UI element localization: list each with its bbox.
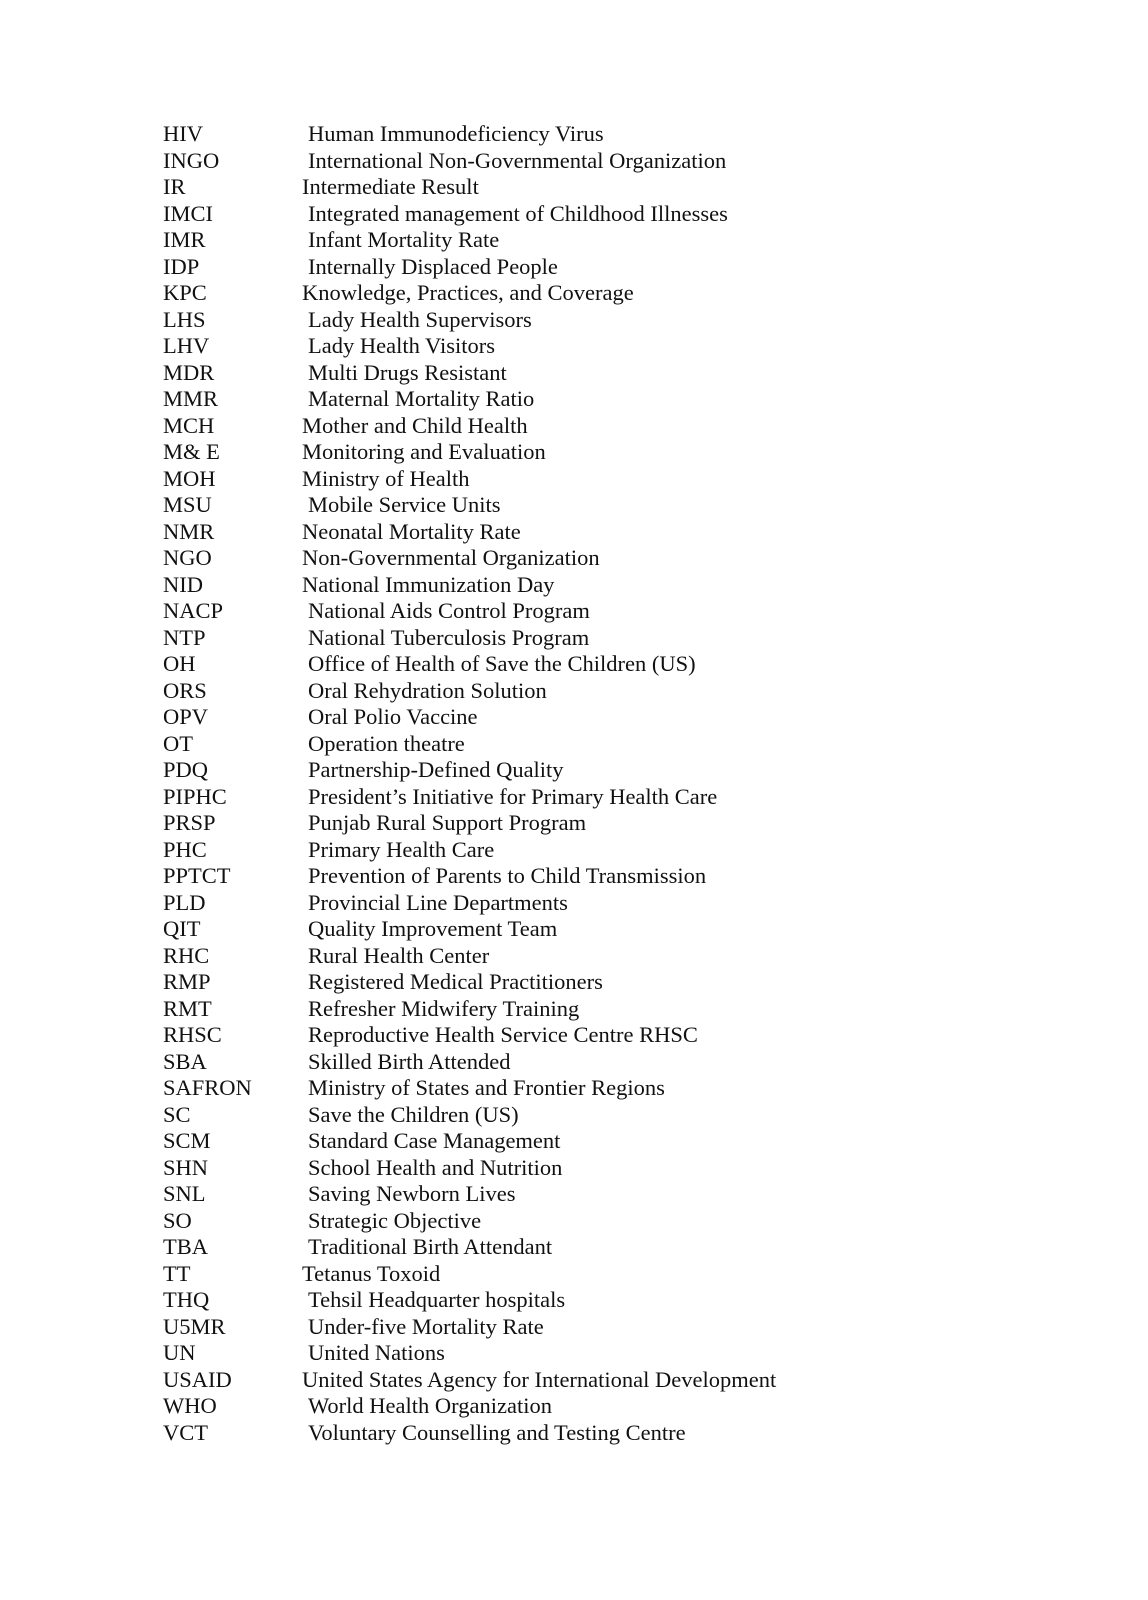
acronym-abbreviation: NTP xyxy=(163,624,206,650)
acronym-abbreviation: MMR xyxy=(163,386,219,411)
acronym-abbreviation: NACP xyxy=(163,598,224,623)
acronym-definition: Operation theatre xyxy=(308,730,465,756)
acronym-definition: Non-Governmental Organization xyxy=(302,545,600,570)
acronym-abbreviation: PDQ xyxy=(163,757,209,782)
acronym-definition: Rural Health Center xyxy=(308,942,490,968)
acronym-abbreviation: OPV xyxy=(163,704,209,729)
acronym-definition: Tehsil Headquarter hospitals xyxy=(308,1287,566,1312)
acronym-definition: Registered Medical Practitioners xyxy=(308,969,603,994)
acronym-definition: Internally Displaced People xyxy=(308,253,558,279)
acronym-definition: United Nations xyxy=(308,1340,445,1365)
acronym-abbreviation: INGO xyxy=(163,147,220,173)
acronym-definition: Lady Health Supervisors xyxy=(308,306,532,332)
acronym-abbreviation: RHSC xyxy=(163,1022,222,1047)
acronym-abbreviation: MDR xyxy=(163,359,215,385)
acronym-abbreviation: SBA xyxy=(163,1048,207,1074)
acronym-definition: Human Immunodeficiency Virus xyxy=(308,121,604,146)
acronym-abbreviation: IMCI xyxy=(163,200,213,226)
acronym-abbreviation: SHN xyxy=(163,1154,209,1180)
acronym-definition: Maternal Mortality Ratio xyxy=(308,386,535,411)
acronym-abbreviation: SC xyxy=(163,1101,191,1127)
acronym-definition: National Tuberculosis Program xyxy=(308,624,590,650)
acronym-definition: School Health and Nutrition xyxy=(308,1154,563,1180)
acronym-abbreviation: IR xyxy=(163,174,186,199)
acronym-definition: Mobile Service Units xyxy=(308,492,501,517)
acronym-definition: Neonatal Mortality Rate xyxy=(302,518,521,544)
acronym-definition: International Non-Governmental Organization xyxy=(308,147,727,173)
acronym-abbreviation: SCM xyxy=(163,1128,211,1153)
acronym-definition: World Health Organization xyxy=(308,1393,552,1418)
acronym-abbreviation: ORS xyxy=(163,677,207,703)
acronym-definition: National Aids Control Program xyxy=(308,598,590,623)
acronym-abbreviation: PLD xyxy=(163,889,206,915)
acronym-definition: Skilled Birth Attended xyxy=(308,1048,511,1074)
acronym-abbreviation: PPTCT xyxy=(163,863,231,888)
acronym-abbreviation: UN xyxy=(163,1340,196,1365)
acronym-abbreviation: USAID xyxy=(163,1366,232,1392)
acronym-definition: Intermediate Result xyxy=(302,174,479,199)
acronym-abbreviation: SO xyxy=(163,1207,192,1233)
acronym-definition: Under-five Mortality Rate xyxy=(308,1313,544,1339)
acronym-definition: Punjab Rural Support Program xyxy=(308,810,587,835)
acronym-definition: Saving Newborn Lives xyxy=(308,1181,516,1206)
acronym-abbreviation: KPC xyxy=(163,280,207,305)
acronym-abbreviation: RHC xyxy=(163,942,210,968)
acronym-abbreviation: NGO xyxy=(163,545,212,570)
acronym-abbreviation: U5MR xyxy=(163,1313,226,1339)
acronym-abbreviation: IMR xyxy=(163,227,206,252)
acronym-definition: Ministry of Health xyxy=(302,465,470,491)
acronym-abbreviation: VCT xyxy=(163,1419,208,1445)
acronym-abbreviation: RMT xyxy=(163,995,212,1021)
acronym-abbreviation: IDP xyxy=(163,253,200,279)
acronym-abbreviation: PIPHC xyxy=(163,783,227,809)
acronym-abbreviation: LHS xyxy=(163,306,206,332)
acronym-definition: Partnership-Defined Quality xyxy=(308,757,564,782)
acronym-definition: Reproductive Health Service Centre RHSC xyxy=(308,1022,698,1047)
acronym-definition: Provincial Line Departments xyxy=(308,889,568,915)
acronym-definition: Monitoring and Evaluation xyxy=(302,439,546,464)
acronym-definition: United States Agency for International Development xyxy=(302,1366,777,1392)
acronym-abbreviation: MCH xyxy=(163,412,215,438)
acronym-definition: Prevention of Parents to Child Transmission xyxy=(308,863,707,888)
acronym-definition: Primary Health Care xyxy=(308,836,495,862)
acronym-definition: Lady Health Visitors xyxy=(308,333,495,358)
acronym-abbreviation: HIV xyxy=(163,121,203,146)
acronym-definition: Multi Drugs Resistant xyxy=(308,359,507,385)
acronym-definition: Office of Health of Save the Children (US) xyxy=(308,651,696,676)
acronym-abbreviation: M& E xyxy=(163,439,220,464)
acronym-definition: Strategic Objective xyxy=(308,1207,482,1233)
acronym-definition: Tetanus Toxoid xyxy=(302,1260,441,1286)
acronym-definition: Standard Case Management xyxy=(308,1128,561,1153)
acronym-abbreviation: TT xyxy=(163,1260,191,1286)
acronym-abbreviation: OT xyxy=(163,730,193,756)
acronym-definition: Refresher Midwifery Training xyxy=(308,995,580,1021)
acronym-definition: Voluntary Counselling and Testing Centre xyxy=(308,1419,686,1445)
acronym-definition: Oral Polio Vaccine xyxy=(308,704,478,729)
acronym-abbreviation: NID xyxy=(163,571,203,597)
acronym-definition: Infant Mortality Rate xyxy=(308,227,500,252)
acronym-definition: Traditional Birth Attendant xyxy=(308,1234,553,1259)
acronym-abbreviation: THQ xyxy=(163,1287,210,1312)
acronym-definition: Ministry of States and Frontier Regions xyxy=(308,1075,665,1100)
acronym-definition: Quality Improvement Team xyxy=(308,916,558,941)
acronym-abbreviation: NMR xyxy=(163,518,215,544)
acronym-abbreviation: TBA xyxy=(163,1234,208,1259)
acronym-abbreviation: PHC xyxy=(163,836,207,862)
acronym-abbreviation: WHO xyxy=(163,1393,217,1418)
acronym-definition: Integrated management of Childhood Illnesses xyxy=(308,200,728,226)
acronym-abbreviation: OH xyxy=(163,651,196,676)
acronym-definition: Mother and Child Health xyxy=(302,412,528,438)
acronym-abbreviation: SAFRON xyxy=(163,1075,252,1100)
acronym-definition: Oral Rehydration Solution xyxy=(308,677,547,703)
acronym-definition: National Immunization Day xyxy=(302,571,555,597)
acronym-abbreviation: QIT xyxy=(163,916,201,941)
acronym-abbreviation: MOH xyxy=(163,465,216,491)
acronym-definition: Save the Children (US) xyxy=(308,1101,519,1127)
acronym-definition: Knowledge, Practices, and Coverage xyxy=(302,280,634,305)
acronym-abbreviation: LHV xyxy=(163,333,210,358)
acronym-abbreviation: PRSP xyxy=(163,810,216,835)
acronym-abbreviation: SNL xyxy=(163,1181,206,1206)
acronym-abbreviation: MSU xyxy=(163,492,212,517)
acronym-definition: President’s Initiative for Primary Health Care xyxy=(308,783,718,809)
acronym-abbreviation: RMP xyxy=(163,969,211,994)
